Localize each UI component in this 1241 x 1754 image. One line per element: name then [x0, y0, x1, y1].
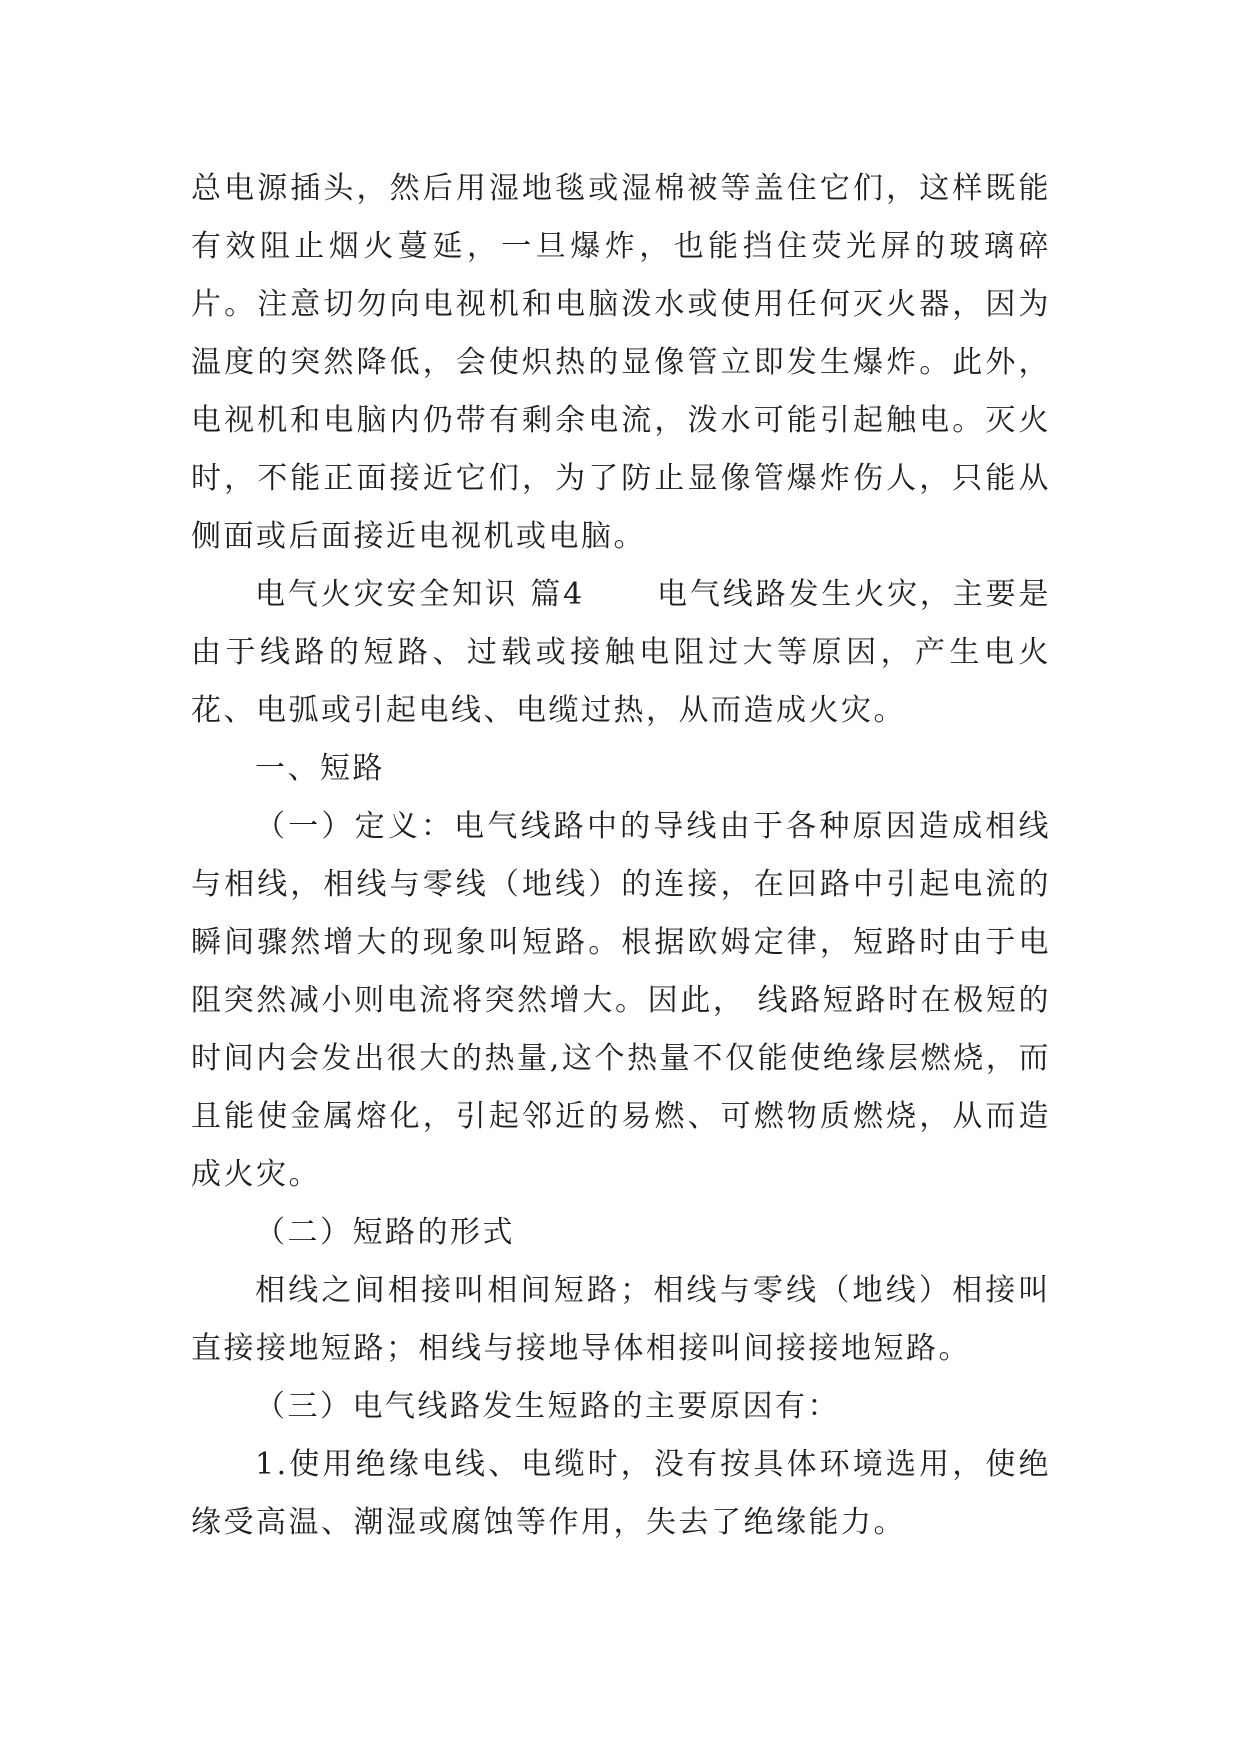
section-intro-text: 电气线路发生火灾，主要是由于线路的短路、过载或接触电阻过大等原因，产生电火花、电弧或引起电线、电缆过热，从而造成火灾。	[191, 577, 1051, 728]
subheading-short-circuit: 一、短路	[255, 751, 385, 786]
paragraph-cause-1: 1.使用绝缘电线、电缆时，没有按具体环境选用，使绝缘受高温、潮湿或腐蚀等作用，失去了绝缘能力。	[191, 1447, 1051, 1540]
paragraph-definition: （一）定义：电气线路中的导线由于各种原因造成相线与相线，相线与零线（地线）的连接，在回路中引起电流的瞬间骤然增大的现象叫短路。根据欧姆定律，短路时由于电阻突然减小则电流将突然增大。因此， 线路短路时在极短的时间内会发出很大的热量,这个热量不仅能使绝缘层燃烧，而且能使金属熔化，引起邻近的易燃、可燃物质燃烧，从而造成火灾。	[191, 809, 1051, 1192]
subheading-main-causes: （三）电气线路发生短路的主要原因有：	[255, 1389, 840, 1424]
section-heading: 电气火灾安全知识 篇4	[255, 577, 585, 612]
subheading-short-circuit-forms: （二）短路的形式	[255, 1215, 515, 1250]
paragraph-forms: 相线之间相接叫相间短路；相线与零线（地线）相接叫直接接地短路；相线与接地导体相接叫间接接地短路。	[191, 1273, 1051, 1366]
body-text	[191, 160, 1051, 1552]
paragraph-continuation: 总电源插头，然后用湿地毯或湿棉被等盖住它们，这样既能有效阻止烟火蔓延，一旦爆炸，也能挡住荧光屏的玻璃碎片。注意切勿向电视机和电脑泼水或使用任何灭火器，因为温度的突然降低，会使炽热的显像管立即发生爆炸。此外，电视机和电脑内仍带有剩余电流，泼水可能引起触电。灭火时，不能正面接近它们，为了防止显像管爆炸伤人，只能从侧面或后面接近电视机或电脑。	[191, 171, 1051, 554]
paragraph-section-4-intro	[191, 566, 1051, 740]
